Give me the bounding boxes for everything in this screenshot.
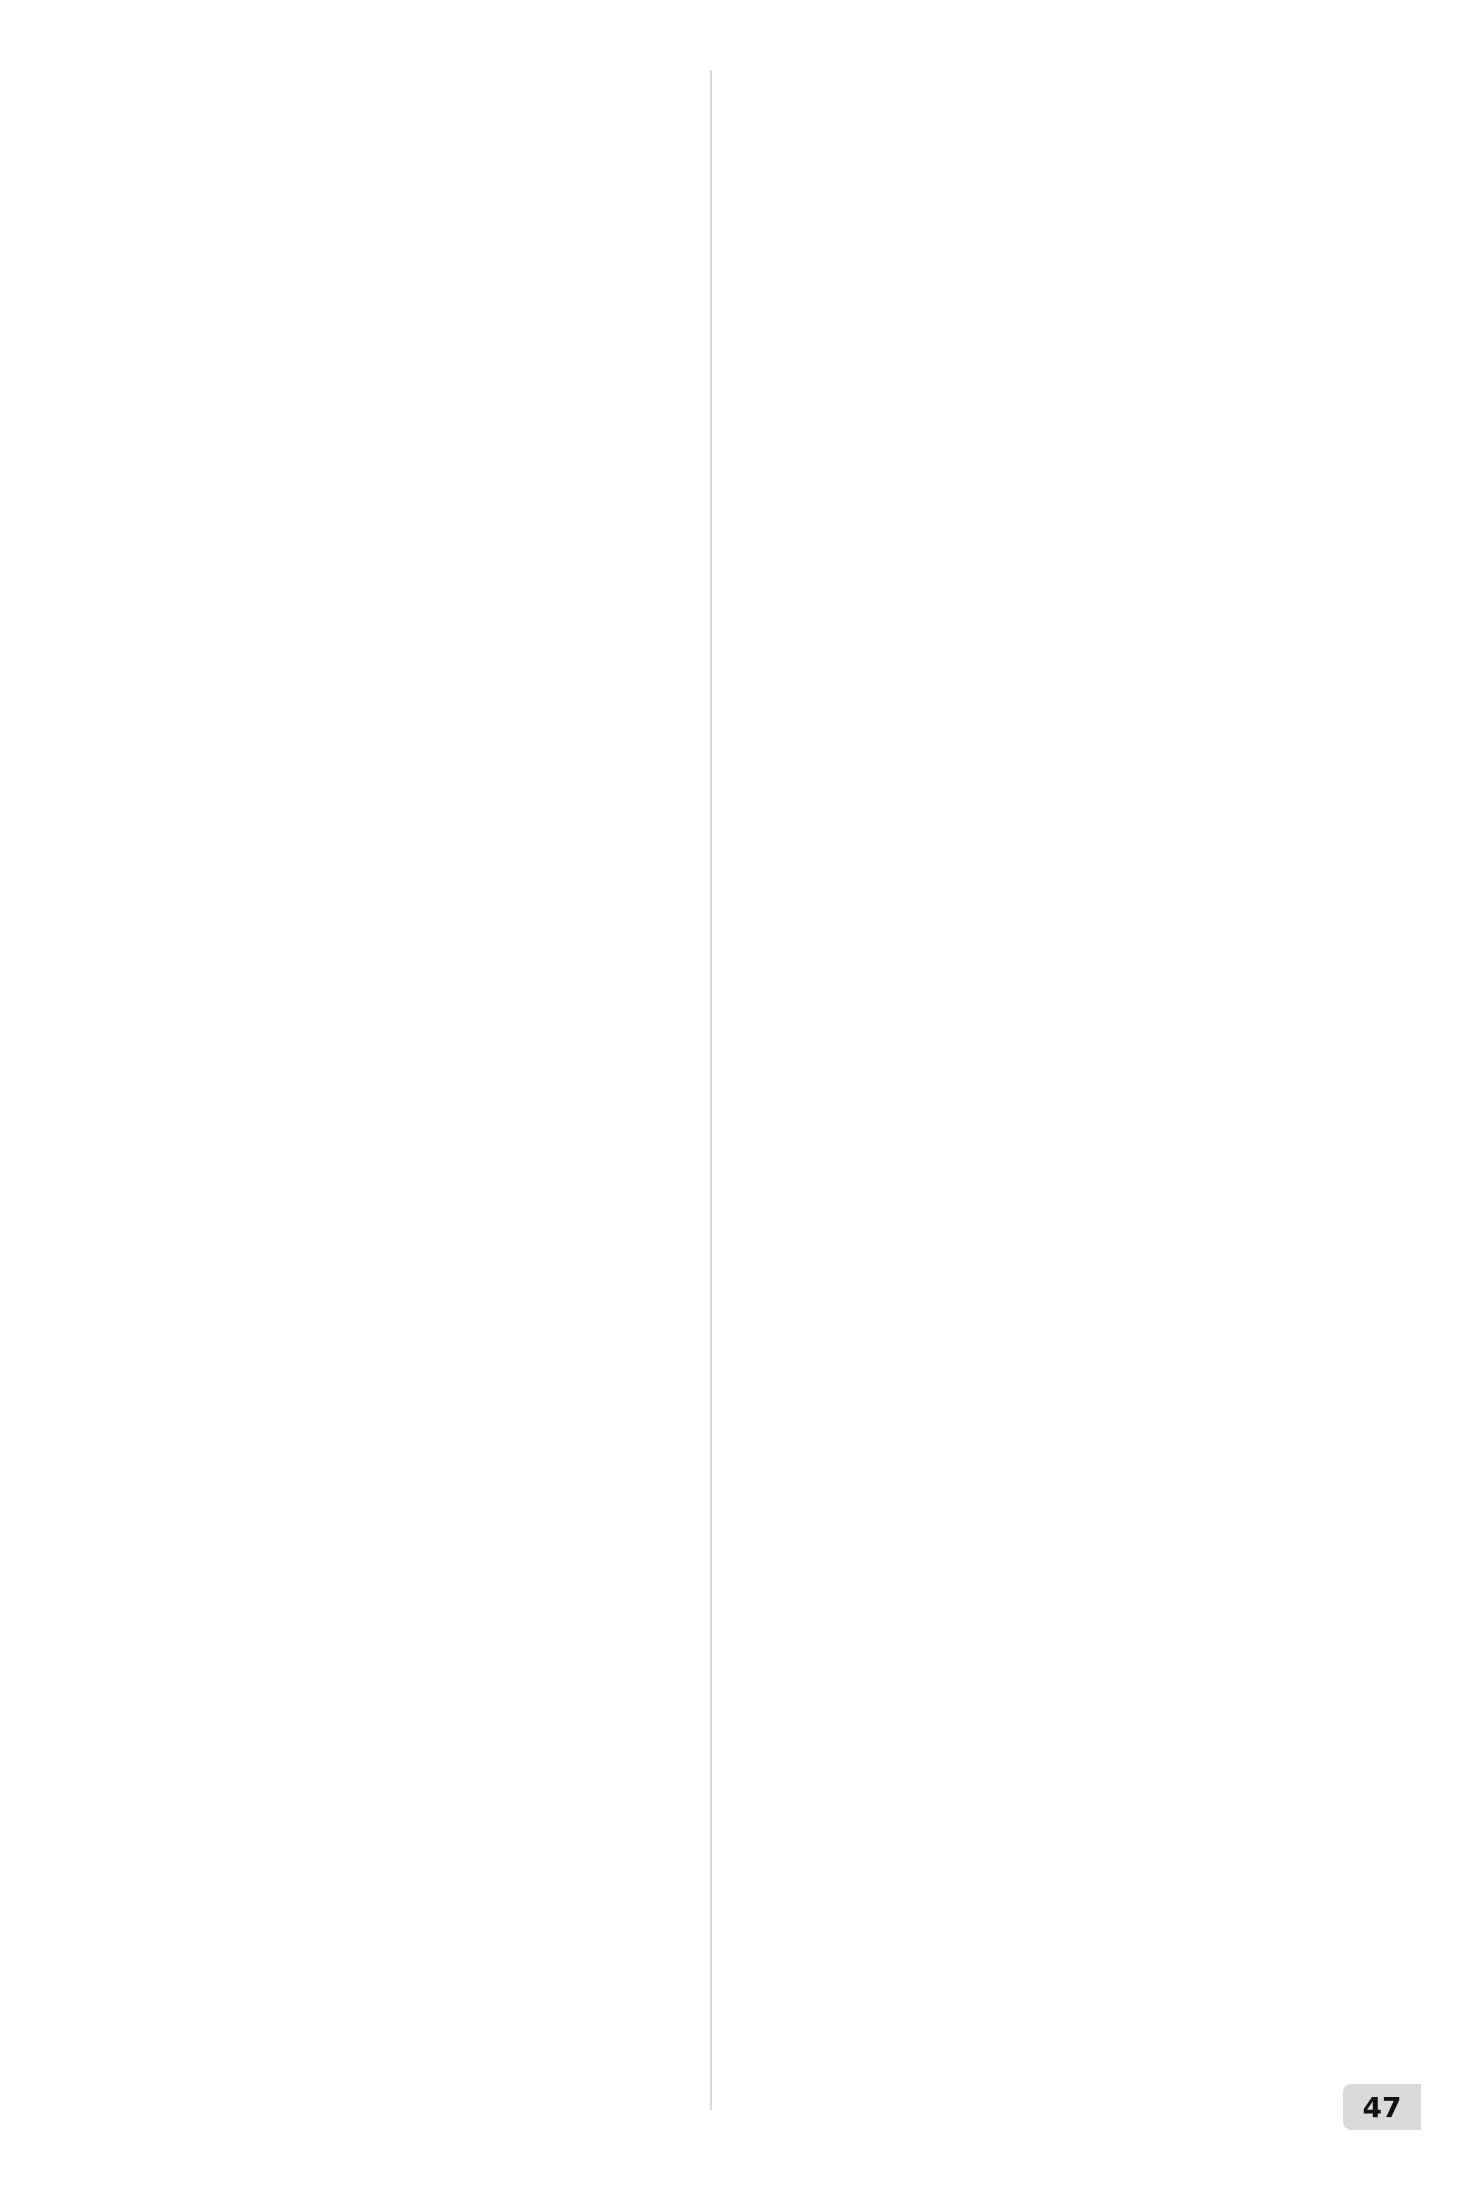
page-number <box>1343 2084 1421 2130</box>
text-line <box>740 254 1390 300</box>
text-line <box>740 70 1390 116</box>
text-line <box>740 208 1390 254</box>
text-line <box>46 438 696 484</box>
text-line <box>46 70 696 116</box>
left-column <box>46 70 696 530</box>
right-column <box>740 70 1390 530</box>
text-line <box>46 162 696 208</box>
text-line <box>740 392 1390 438</box>
text-line <box>740 346 1390 392</box>
column-divider <box>710 70 712 2110</box>
text-line <box>740 484 1390 530</box>
text-line <box>740 438 1390 484</box>
text-line <box>46 300 696 346</box>
text-line <box>740 116 1390 162</box>
text-line <box>740 162 1390 208</box>
text-line <box>46 116 696 162</box>
text-line <box>46 484 696 530</box>
text-line <box>46 208 696 254</box>
text-line <box>46 392 696 438</box>
text-line <box>740 300 1390 346</box>
page-number-text: 47 <box>1362 2090 1402 2124</box>
text-line <box>46 346 696 392</box>
text-line <box>46 254 696 300</box>
